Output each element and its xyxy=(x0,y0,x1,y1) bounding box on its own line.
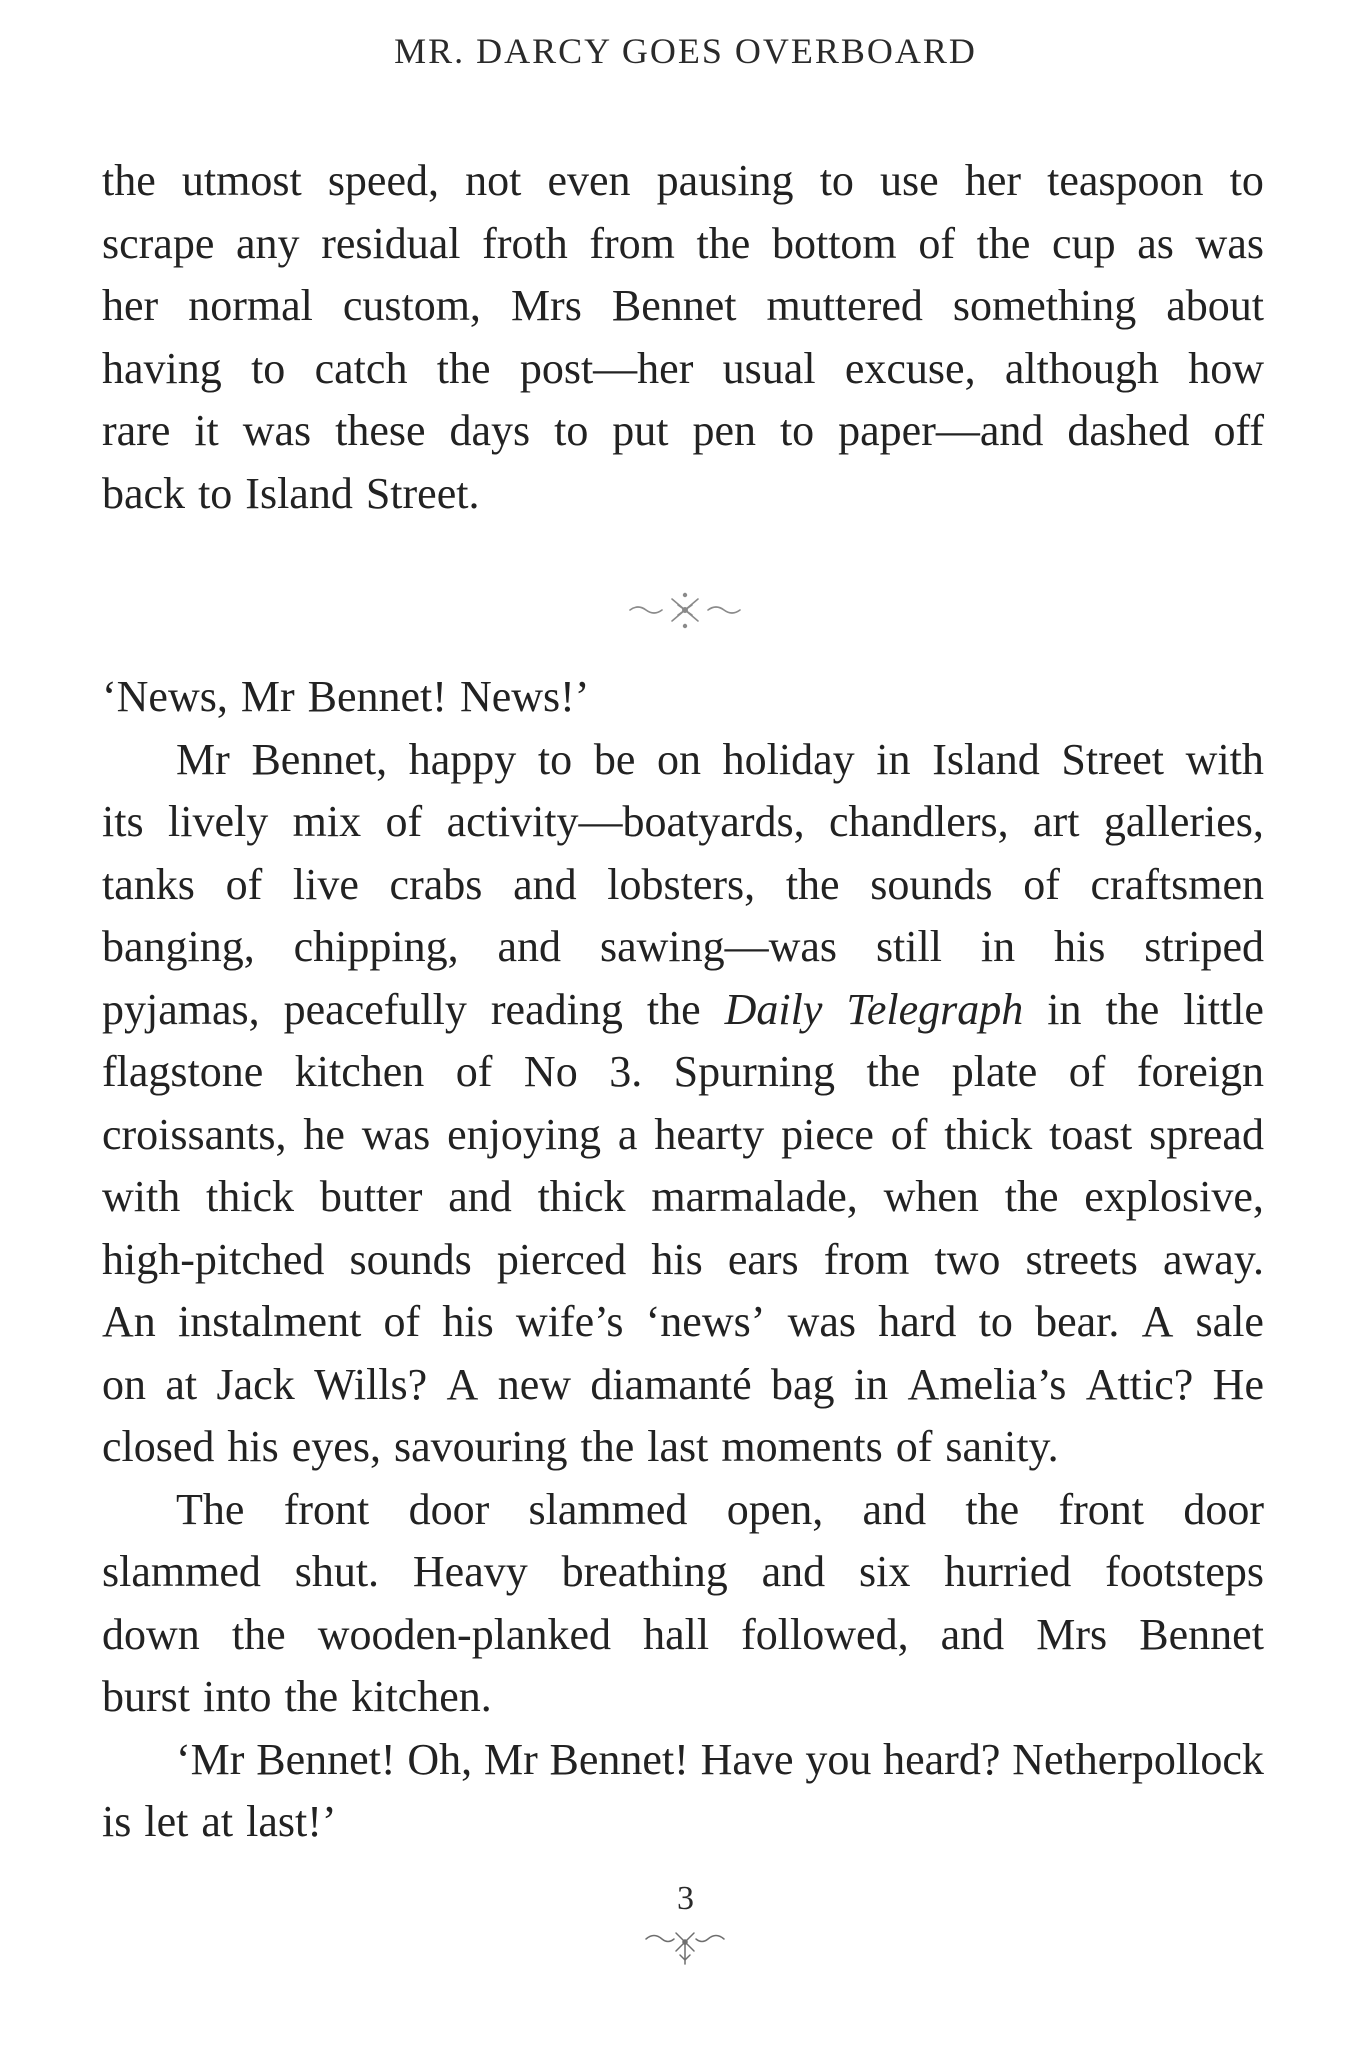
word: on xyxy=(102,1359,146,1409)
word: lobsters, xyxy=(607,859,756,909)
word: and xyxy=(940,1609,1005,1659)
word: how xyxy=(1188,343,1264,393)
word: explosive, xyxy=(1084,1172,1264,1221)
text-line xyxy=(102,666,1264,729)
text-line xyxy=(102,1291,1264,1354)
word: Island xyxy=(245,468,353,518)
word: thick xyxy=(537,1172,626,1221)
word: craftsmen xyxy=(1090,859,1264,909)
word: let xyxy=(144,1797,189,1846)
word: and xyxy=(513,859,577,909)
word: new xyxy=(497,1359,572,1409)
word: sale xyxy=(1195,1297,1264,1346)
word: scrape xyxy=(102,218,215,268)
word: days xyxy=(449,406,531,455)
word: high-pitched xyxy=(102,1234,325,1284)
word: at xyxy=(165,1359,198,1409)
word: slammed xyxy=(102,1547,261,1596)
word: Bennet! xyxy=(307,672,447,721)
word: Wills? xyxy=(314,1359,428,1409)
text-line xyxy=(102,463,1264,526)
word: his xyxy=(227,1422,279,1471)
word: marmalade, xyxy=(651,1172,858,1221)
word: with xyxy=(1185,734,1264,784)
word: Heavy xyxy=(412,1547,528,1596)
word: piece xyxy=(781,1109,874,1159)
word: heard? xyxy=(883,1734,1001,1784)
word: Amelia’s xyxy=(907,1359,1067,1409)
word: as xyxy=(1137,218,1174,268)
word: ‘news’ xyxy=(645,1297,766,1346)
word: He xyxy=(1212,1359,1264,1409)
word: hard xyxy=(878,1297,957,1346)
word: back xyxy=(102,468,186,518)
word: kitchen xyxy=(294,1047,425,1096)
word: from xyxy=(589,218,675,268)
word: chipping, xyxy=(293,922,459,971)
word: the xyxy=(965,1484,1020,1534)
text-line xyxy=(102,916,1264,979)
word: Bennet, xyxy=(251,734,388,784)
word: the xyxy=(580,1422,635,1471)
word: into xyxy=(203,1672,272,1721)
word: burst xyxy=(102,1672,190,1721)
word: post—her xyxy=(519,343,694,393)
word: croissants, xyxy=(102,1109,287,1159)
word: butter xyxy=(319,1172,423,1221)
word: in xyxy=(1047,984,1082,1034)
word: the xyxy=(696,218,751,268)
word: wife’s xyxy=(515,1297,624,1346)
word: banging, xyxy=(102,922,255,971)
word: utmost xyxy=(181,156,302,205)
word-italic: Daily xyxy=(724,984,823,1034)
word: on xyxy=(657,734,701,784)
word: of xyxy=(385,797,423,846)
word: diamanté xyxy=(590,1359,752,1409)
word: live xyxy=(292,859,359,909)
word: slammed xyxy=(528,1484,688,1534)
word: in xyxy=(876,734,911,784)
text-line xyxy=(102,791,1264,854)
word: chandlers, xyxy=(829,797,1009,846)
word: it xyxy=(194,406,219,455)
word: holiday xyxy=(722,734,855,784)
word: plate xyxy=(951,1047,1038,1096)
word: the xyxy=(646,984,701,1034)
running-head: MR. DARCY GOES OVERBOARD xyxy=(394,31,977,71)
word: peacefully xyxy=(283,984,467,1034)
word: the xyxy=(785,859,840,909)
word: sounds xyxy=(349,1234,472,1284)
word: of xyxy=(455,1047,493,1096)
word: pen xyxy=(692,406,756,455)
text-section-1 xyxy=(102,150,1264,525)
word: when xyxy=(883,1172,979,1221)
word: to xyxy=(1229,156,1264,205)
word: reading xyxy=(490,984,623,1034)
word: The xyxy=(176,1484,245,1534)
word: lively xyxy=(168,797,269,846)
text-line xyxy=(102,1541,1264,1604)
word: of xyxy=(1068,1047,1106,1096)
word: you xyxy=(805,1734,872,1784)
word: closed xyxy=(102,1422,215,1471)
word: catch xyxy=(314,343,408,393)
word: speed, xyxy=(327,156,439,205)
text-line xyxy=(102,1791,1264,1854)
text-line xyxy=(102,1416,1264,1479)
word: thick xyxy=(206,1172,295,1221)
word: to xyxy=(554,406,589,455)
word: 3. xyxy=(609,1047,643,1096)
word: of xyxy=(890,1109,928,1159)
word: hall xyxy=(643,1609,710,1659)
word: eyes, xyxy=(291,1422,381,1471)
word: Street. xyxy=(365,468,480,518)
word: with xyxy=(102,1172,181,1221)
word: flagstone xyxy=(102,1047,264,1096)
word: No xyxy=(523,1047,578,1096)
word: the xyxy=(231,1609,286,1659)
word: her xyxy=(964,156,1022,205)
word: shut. xyxy=(294,1547,380,1596)
word: door xyxy=(408,1484,490,1534)
word: to xyxy=(537,734,573,784)
word: froth xyxy=(482,218,568,268)
word: in xyxy=(980,922,1016,971)
text-line xyxy=(102,1729,1264,1792)
text-line xyxy=(102,338,1264,401)
word: muttered xyxy=(766,281,923,330)
text-line xyxy=(102,275,1264,338)
word: paper—and xyxy=(838,406,1044,455)
word: Bennet! xyxy=(549,1734,689,1784)
word: down xyxy=(102,1609,200,1659)
text-line xyxy=(102,213,1264,276)
word: ‘News, xyxy=(102,672,228,721)
word: having xyxy=(102,343,222,393)
word: is xyxy=(102,1797,132,1846)
word: moments xyxy=(721,1422,883,1471)
word: still xyxy=(875,922,942,971)
text-line xyxy=(102,1104,1264,1167)
word: the xyxy=(866,1047,921,1096)
text-line xyxy=(102,729,1264,792)
word: Mr xyxy=(240,672,295,721)
word: about xyxy=(1166,281,1264,330)
word: normal xyxy=(188,281,313,330)
word: front xyxy=(283,1484,370,1534)
word: was xyxy=(1195,218,1264,268)
word: the xyxy=(284,1672,339,1721)
word: and xyxy=(862,1484,927,1534)
text-line xyxy=(102,1479,1264,1542)
word: of xyxy=(225,859,263,909)
word: a xyxy=(617,1109,638,1159)
word: any xyxy=(236,218,300,268)
word: use xyxy=(880,156,939,205)
word: Mr xyxy=(176,734,230,784)
text-line xyxy=(102,400,1264,463)
word: and xyxy=(761,1547,826,1596)
section-break-ornament xyxy=(620,585,750,635)
word: open, xyxy=(726,1484,824,1534)
word: six xyxy=(858,1547,911,1596)
word: from xyxy=(823,1234,910,1284)
word: was xyxy=(787,1297,857,1346)
word: bottom xyxy=(771,218,897,268)
word: Mr xyxy=(483,1734,538,1784)
word: ears xyxy=(727,1234,799,1284)
word: hurried xyxy=(944,1547,1072,1596)
word: Island xyxy=(932,734,1040,784)
word: put xyxy=(612,406,669,455)
word: something xyxy=(952,281,1137,330)
word: to xyxy=(819,156,854,205)
word: sawing—was xyxy=(599,922,838,971)
word: Bennet! xyxy=(256,1734,396,1784)
word: pierced xyxy=(496,1234,627,1284)
word: News!’ xyxy=(459,672,590,721)
word: even xyxy=(547,156,631,205)
word: little xyxy=(1183,984,1264,1034)
word: dashed xyxy=(1067,406,1190,455)
word: spread xyxy=(1149,1109,1264,1159)
word: in xyxy=(853,1359,889,1409)
word: sanity. xyxy=(945,1422,1059,1471)
word: breathing xyxy=(561,1547,728,1596)
word: Oh, xyxy=(407,1734,473,1784)
text-line xyxy=(102,150,1264,213)
word: and xyxy=(497,922,562,971)
word: the xyxy=(436,343,491,393)
word: A xyxy=(446,1359,479,1409)
word: Mrs xyxy=(510,281,582,330)
text-line xyxy=(102,1229,1264,1292)
word: these xyxy=(335,406,426,455)
word: to xyxy=(978,1297,1013,1346)
word: sounds xyxy=(870,859,993,909)
text-line xyxy=(102,979,1264,1042)
word: toast xyxy=(1049,1109,1133,1159)
word: front xyxy=(1058,1484,1144,1534)
word: custom, xyxy=(342,281,481,330)
text-line xyxy=(102,1604,1264,1667)
word: foreign xyxy=(1136,1047,1264,1096)
word: away. xyxy=(1163,1234,1264,1284)
word: of xyxy=(918,218,955,268)
word: off xyxy=(1213,406,1264,455)
word: be xyxy=(593,734,636,784)
word: pyjamas, xyxy=(102,984,260,1034)
word: tanks xyxy=(102,859,195,909)
word: to xyxy=(198,468,233,518)
text-line xyxy=(102,854,1264,917)
word: Bennet xyxy=(611,281,737,330)
text-line xyxy=(102,1166,1264,1229)
word: crabs xyxy=(389,859,483,909)
word: rare xyxy=(102,406,171,455)
word: to xyxy=(251,343,286,393)
word: two xyxy=(934,1234,1001,1284)
word: activity—boatyards, xyxy=(446,797,805,846)
word: cup xyxy=(1052,218,1116,268)
word: of xyxy=(383,1297,421,1346)
word: usual xyxy=(722,343,816,393)
word: thick xyxy=(944,1109,1033,1159)
word: wooden-planked xyxy=(317,1609,611,1659)
text-line xyxy=(102,1354,1264,1417)
word: An xyxy=(102,1297,156,1346)
word: the xyxy=(976,218,1031,268)
word: striped xyxy=(1144,922,1264,971)
word: his xyxy=(1053,922,1106,971)
word: its xyxy=(102,797,144,846)
word: his xyxy=(651,1234,703,1284)
word: was xyxy=(242,406,312,455)
page-number: 3 xyxy=(677,1880,694,1917)
text-line xyxy=(102,1041,1264,1104)
word: galleries, xyxy=(1103,797,1264,846)
word: not xyxy=(465,156,522,205)
word: Attic? xyxy=(1085,1359,1194,1409)
word: art xyxy=(1033,797,1080,846)
word: excuse, xyxy=(844,343,976,393)
word: her xyxy=(102,281,159,330)
word: mix xyxy=(292,797,362,846)
word: Have xyxy=(700,1734,794,1784)
word: A xyxy=(1141,1297,1174,1346)
word: Bennet xyxy=(1139,1609,1264,1659)
word: happy xyxy=(408,734,517,784)
word: Jack xyxy=(216,1359,295,1409)
word: to xyxy=(779,406,815,455)
word: pausing xyxy=(656,156,794,205)
word: enjoying xyxy=(447,1109,602,1159)
word: and xyxy=(448,1172,512,1221)
word: last!’ xyxy=(246,1797,337,1846)
word: although xyxy=(1004,343,1159,393)
word: bag xyxy=(771,1359,835,1409)
word: was xyxy=(361,1109,431,1159)
text-line xyxy=(102,1666,1264,1729)
word: last xyxy=(647,1422,709,1471)
word: door xyxy=(1183,1484,1264,1534)
word: footsteps xyxy=(1105,1547,1264,1596)
folio-ornament xyxy=(640,1925,730,1969)
word: of xyxy=(895,1422,933,1471)
text-section-2 xyxy=(102,666,1264,1854)
word: Spurning xyxy=(673,1047,836,1096)
word: kitchen. xyxy=(351,1672,492,1721)
word: the xyxy=(1004,1172,1059,1221)
word: hearty xyxy=(654,1109,765,1159)
word: Street xyxy=(1061,734,1165,784)
word: at xyxy=(201,1797,234,1846)
word: instalment xyxy=(177,1297,362,1346)
word: teaspoon xyxy=(1047,156,1204,205)
word: followed, xyxy=(741,1609,909,1659)
word: his xyxy=(442,1297,494,1346)
word: the xyxy=(102,156,156,205)
word: of xyxy=(1023,859,1060,909)
word: Mrs xyxy=(1036,1609,1108,1659)
word: Netherpollock xyxy=(1012,1734,1264,1784)
word: ‘Mr xyxy=(176,1734,245,1784)
word-italic: Telegraph xyxy=(846,984,1024,1034)
word: the xyxy=(1105,984,1160,1034)
word: streets xyxy=(1025,1234,1138,1284)
word: bear. xyxy=(1035,1297,1120,1346)
word: savouring xyxy=(393,1422,568,1471)
word: residual xyxy=(321,218,461,268)
word: he xyxy=(303,1109,345,1159)
